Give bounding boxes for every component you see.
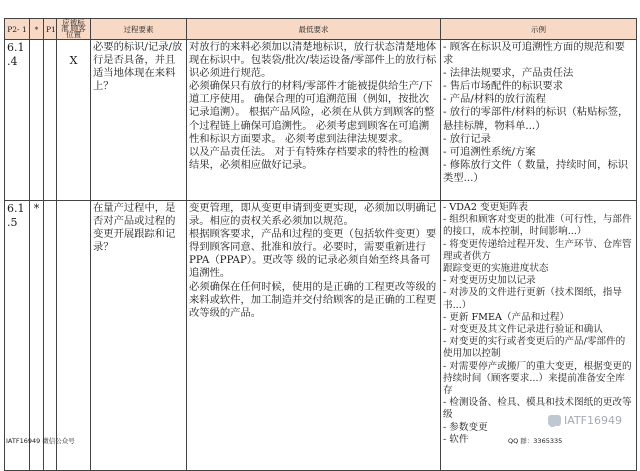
audit-table	[4, 18, 637, 471]
chat-bubble-icon	[548, 415, 561, 426]
requirement-paragraph: 根据顾客要求，产品和过程的变更（包括软件变更）要得到顾客同意、批准和放行。必要时，需要重新进行 PPA（PPAP）。更改等 级的记录必须自始至终具备可追溯性。	[189, 228, 437, 280]
row-star	[30, 40, 44, 201]
header-flag: 应被标准 顾客位置	[57, 19, 91, 40]
example-item: - 顾客在标识及可追溯性方面的规范和要求	[443, 41, 625, 67]
row-p1	[44, 201, 57, 471]
row-requirement	[187, 40, 441, 201]
requirement-paragraph: 必须确保在任何时候，使用的是正确的工程更改等级的来料或软件，加工制造并交付给顾客的是正确的工程更改等级的产品。	[189, 280, 437, 319]
requirement-paragraph: 以及产品责任法。 对于有特殊存档要求的特性的检测结果，必须相应做好记录。	[189, 145, 430, 171]
example-item: - 售后市场配件的标识要求	[443, 80, 564, 93]
row-id: 6.1 .5	[5, 201, 30, 471]
example-item: - 检测设备、检具、模具和技术图纸的更改等级	[443, 397, 632, 421]
header-p1: P1	[44, 19, 57, 40]
header-examples: 示例	[441, 19, 637, 40]
example-item: - VDA2 变更矩阵表	[443, 202, 528, 213]
example-item: - 对变更的实行或者变更后的产品/零部件的使用加以控制	[443, 336, 626, 360]
table-row	[5, 40, 637, 201]
row-p1	[44, 40, 57, 201]
row-element: 在量产过程中，是否对产品或过程的变更开展跟踪和记录？	[91, 201, 187, 471]
header-process-element: 过程要素	[91, 19, 187, 40]
requirement-paragraph: 对放行的来料必须加以清楚地标识，放行状态清楚地体现在标识中。包装袋/批次/装运设备/零部件上的放行标识必须进行规范。	[189, 41, 437, 80]
example-item: - 产品/材料的放行流程	[443, 93, 546, 106]
footer-left: IATF16949 微信公众号	[6, 437, 75, 445]
example-item: - 法律法规要求，产品责任法	[443, 67, 574, 80]
requirement-paragraph: 变更管理，即从变更申请到变更实现，必须加以明确记录。相应的责权关系必须加以规范。	[189, 202, 437, 228]
row-id: 6.1 .4	[5, 40, 30, 201]
example-item: - 可追溯性系统/方案	[443, 145, 536, 158]
table-row	[5, 201, 637, 471]
example-item: 跟踪变更的实施进度状态	[443, 263, 549, 275]
row-star: *	[30, 201, 44, 471]
example-item: - 放行记录	[443, 132, 491, 145]
row-examples	[441, 201, 637, 471]
example-item: - 对涉及的文件进行更新（技术图纸，指导书...）	[443, 287, 622, 311]
example-item: - 将变更传递给过程开发、生产环节、仓库管理或者供方	[443, 238, 632, 262]
row-examples	[441, 40, 637, 201]
watermark	[548, 414, 622, 427]
requirement-paragraph: 必须确保只有放行的材料/零部件才能被提供给生产/下道工序使用。 确保合理的可追溯范围（例如，按批次记录追溯）。 根据产品风险，必须在从供方到顾客的整个过程链上确保可追溯性。 必须考虑到顾客在可追溯性和标识方面要求。 必须考虑到法律法规要求。	[189, 80, 435, 145]
row-mark: X	[57, 40, 91, 201]
header-minimum-requirement: 最低要求	[187, 19, 441, 40]
row-mark	[57, 201, 91, 471]
example-item: - 对变更历史加以记录	[443, 275, 536, 287]
row-requirement	[187, 201, 441, 471]
example-item: - 更新 FMEA（产品和过程）	[443, 311, 570, 323]
header-star: *	[30, 19, 44, 40]
example-item: - 对变更及其文件记录进行验证和确认	[443, 324, 603, 336]
row-element: 必要的标识/记录/放行是否具备，并且适当地体现在来料上？	[91, 40, 187, 201]
example-item: - 软件	[443, 433, 469, 445]
header-id: P2- 1	[5, 19, 30, 40]
example-item: - 参数变更	[443, 421, 488, 433]
table-header-row	[5, 19, 637, 40]
footer-right: QQ 群：3365335	[508, 437, 563, 445]
example-item: - 对需要停产或搬厂的重大变更，根据变更的持续时间（顾客要求...）来提前准备安全库存	[443, 360, 632, 397]
example-item: - 组织和顾客对变更的批准（可行性，与部件的接口，成本控制，时间影响...）	[443, 214, 632, 238]
example-item: - 修陈放行文件（ 数量，持续时间，标识类型...）	[443, 158, 629, 184]
example-item: - 放行的零部件/材料的标识（粘贴标签，悬挂标牌，物料单...）	[443, 106, 629, 132]
watermark-text: IATF16949	[564, 414, 622, 427]
